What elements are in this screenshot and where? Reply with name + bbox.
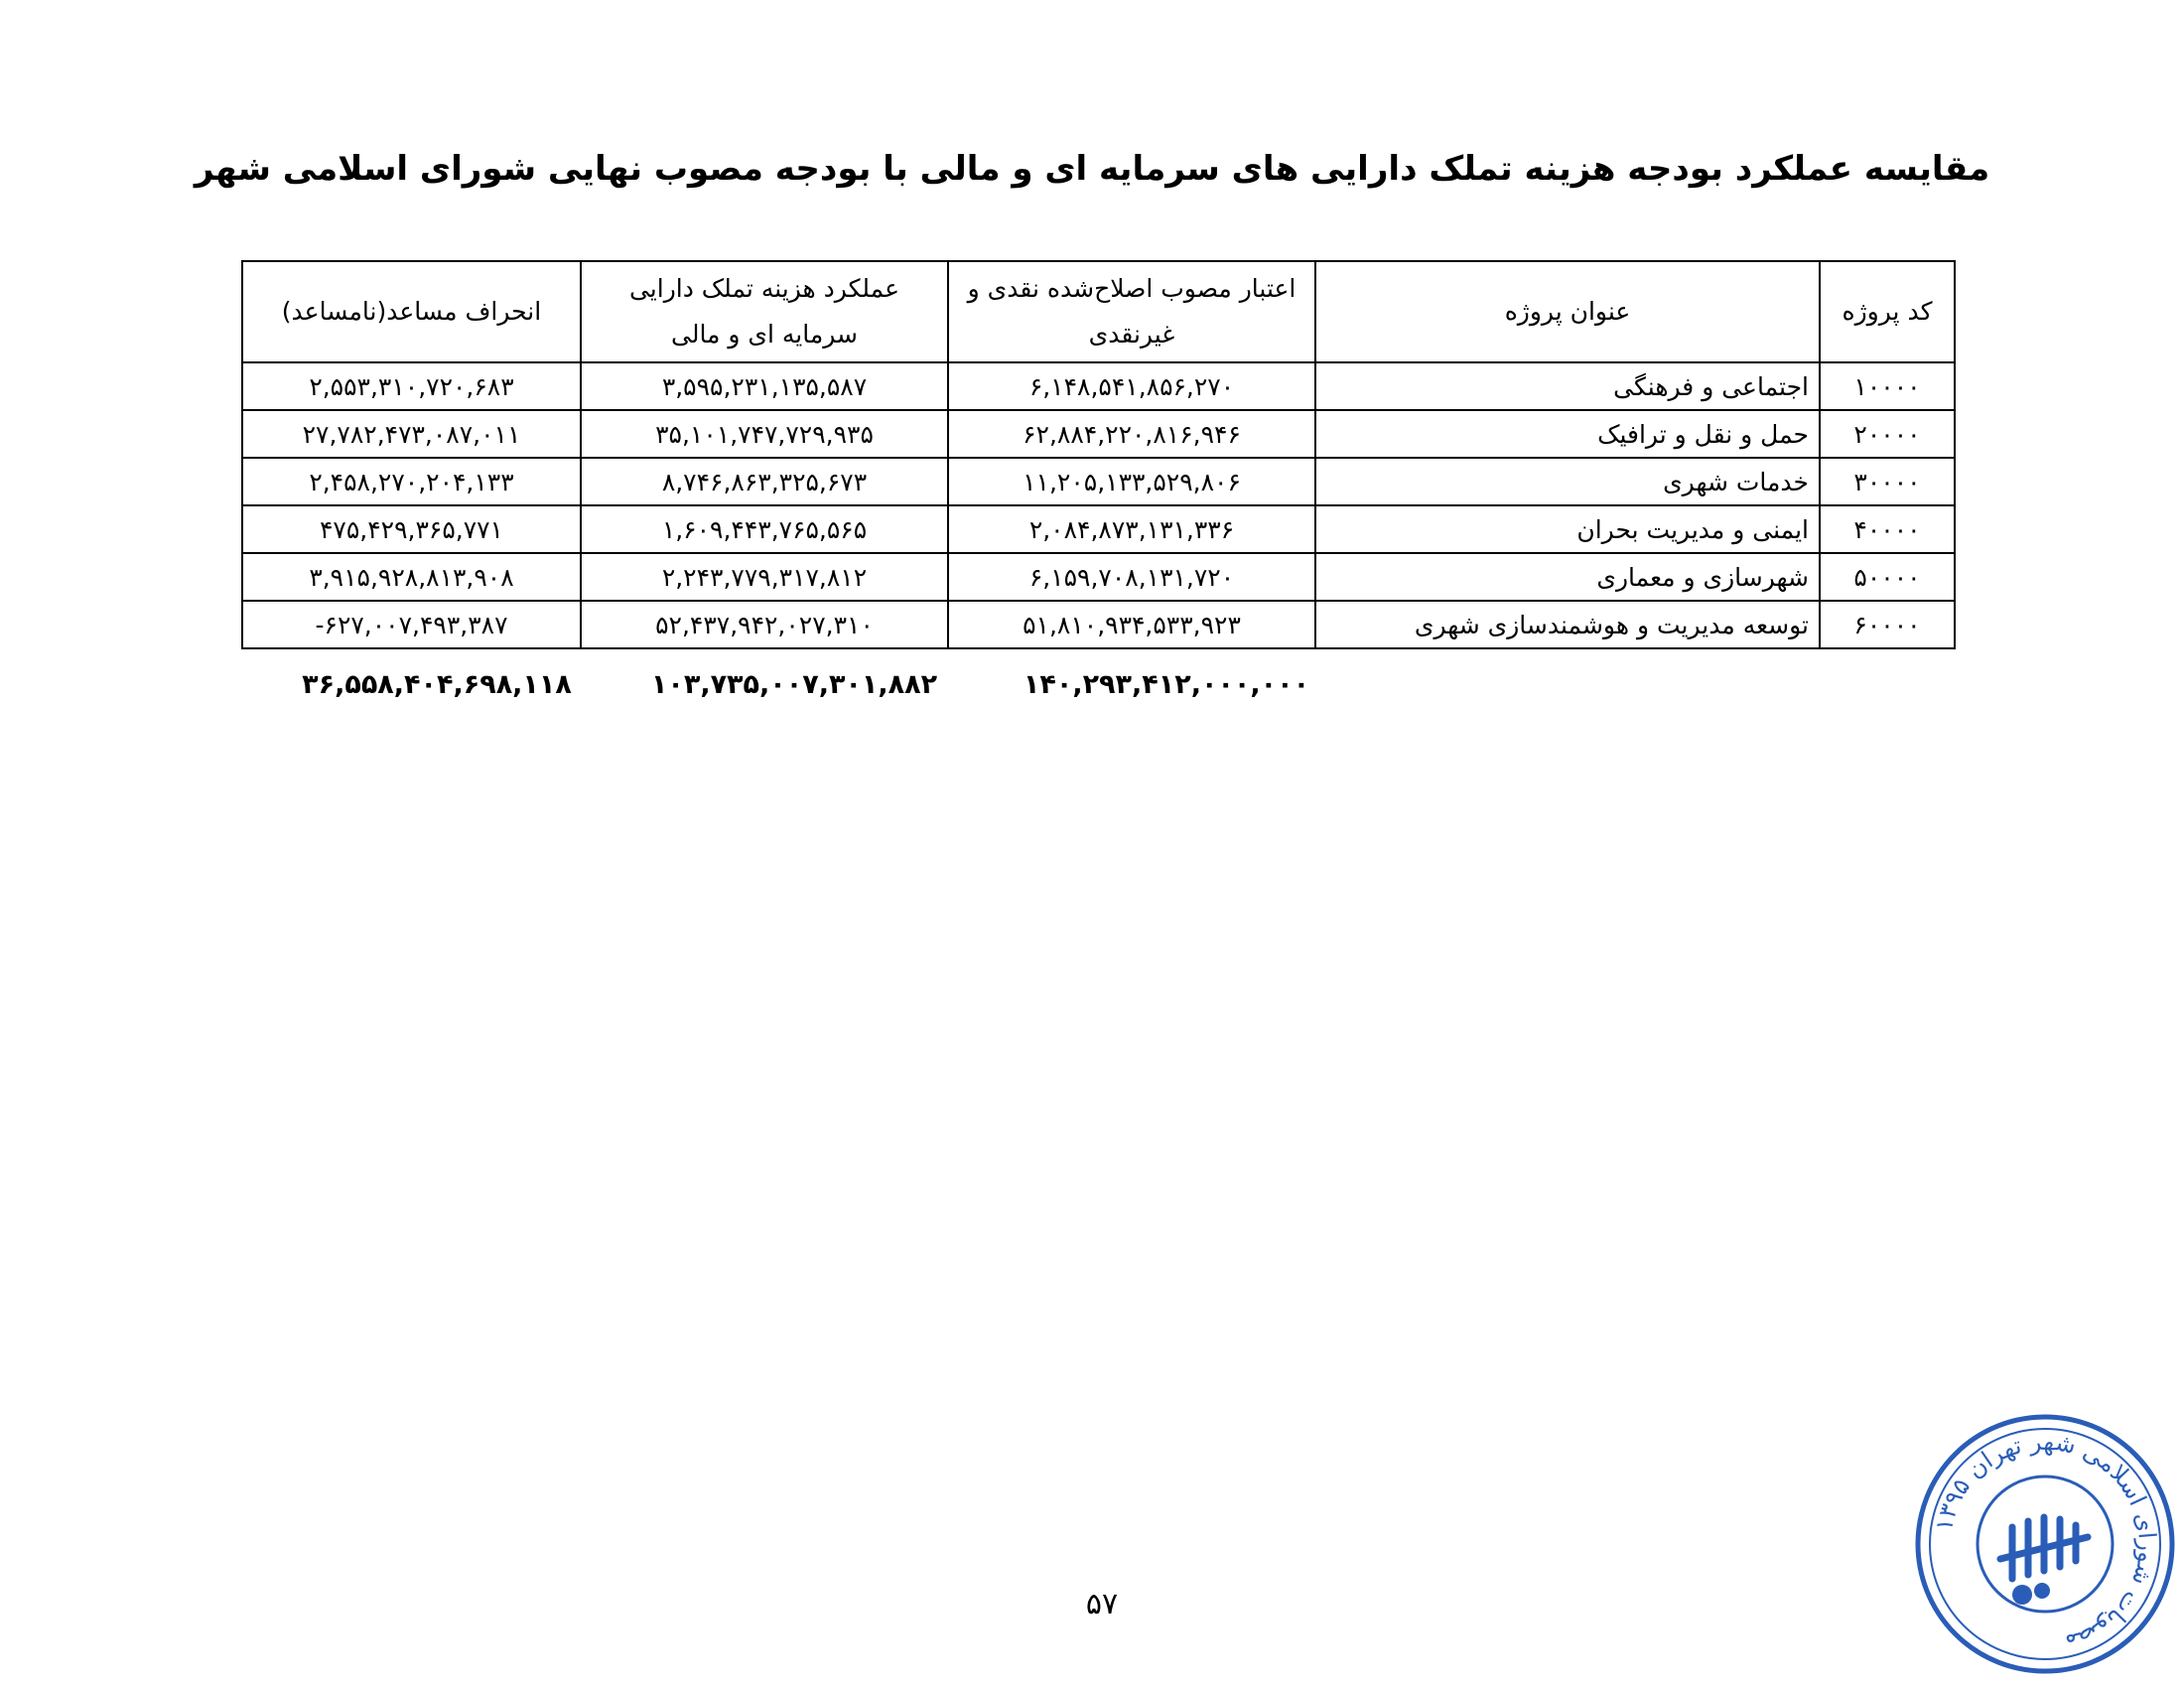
header-approved-credit: اعتبار مصوب اصلاح‌شده نقدی و غیرنقدی bbox=[948, 261, 1315, 362]
approved-credit-cell: ۶,۱۵۹,۷۰۸,۱۳۱,۷۲۰ bbox=[948, 553, 1315, 601]
project-title-cell: ایمنی و مدیریت بحران bbox=[1315, 505, 1820, 553]
code-cell: ۴۰۰۰۰ bbox=[1820, 505, 1955, 553]
project-title-cell: حمل و نقل و ترافیک bbox=[1315, 410, 1820, 458]
code-cell: ۲۰۰۰۰ bbox=[1820, 410, 1955, 458]
table-row bbox=[242, 362, 1955, 410]
total-performance: ۱۰۳,۷۳۵,۰۰۷,۳۰۱,۸۸۲ bbox=[650, 669, 938, 700]
table-row bbox=[242, 410, 1955, 458]
table-row bbox=[242, 601, 1955, 648]
header-performance: عملکرد هزینه تملک دارایی سرمایه ای و مالی bbox=[581, 261, 948, 362]
code-cell: ۵۰۰۰۰ bbox=[1820, 553, 1955, 601]
performance-cell: ۲,۲۴۳,۷۷۹,۳۱۷,۸۱۲ bbox=[581, 553, 948, 601]
performance-cell: ۱,۶۰۹,۴۴۳,۷۶۵,۵۶۵ bbox=[581, 505, 948, 553]
code-cell: ۳۰۰۰۰ bbox=[1820, 458, 1955, 505]
approved-credit-cell: ۵۱,۸۱۰,۹۳۴,۵۳۳,۹۲۳ bbox=[948, 601, 1315, 648]
council-seal-stamp bbox=[1911, 1410, 2179, 1678]
table-row bbox=[242, 553, 1955, 601]
deviation-cell: ۳,۹۱۵,۹۲۸,۸۱۳,۹۰۸ bbox=[242, 553, 581, 601]
header-project-title: عنوان پروژه bbox=[1315, 261, 1820, 362]
project-title-cell: اجتماعی و فرهنگی bbox=[1315, 362, 1820, 410]
header-deviation: انحراف مساعد(نامساعد) bbox=[242, 261, 581, 362]
project-title-cell: خدمات شهری bbox=[1315, 458, 1820, 505]
performance-cell: ۳۵,۱۰۱,۷۴۷,۷۲۹,۹۳۵ bbox=[581, 410, 948, 458]
approved-credit-cell: ۶۲,۸۸۴,۲۲۰,۸۱۶,۹۴۶ bbox=[948, 410, 1315, 458]
code-cell: ۱۰۰۰۰ bbox=[1820, 362, 1955, 410]
table-header-row bbox=[242, 261, 1955, 362]
total-approved-credit: ۱۴۰,۲۹۳,۴۱۲,۰۰۰,۰۰۰ bbox=[1023, 669, 1310, 700]
header-code: کد پروژه bbox=[1820, 261, 1955, 362]
page-number: ۵۷ bbox=[1085, 1587, 1119, 1621]
approved-credit-cell: ۶,۱۴۸,۵۴۱,۸۵۶,۲۷۰ bbox=[948, 362, 1315, 410]
code-cell: ۶۰۰۰۰ bbox=[1820, 601, 1955, 648]
deviation-cell: ۲,۴۵۸,۲۷۰,۲۰۴,۱۳۳ bbox=[242, 458, 581, 505]
table-row bbox=[242, 458, 1955, 505]
performance-cell: ۵۲,۴۳۷,۹۴۲,۰۲۷,۳۱۰ bbox=[581, 601, 948, 648]
approved-credit-cell: ۲,۰۸۴,۸۷۳,۱۳۱,۳۳۶ bbox=[948, 505, 1315, 553]
approved-credit-cell: ۱۱,۲۰۵,۱۳۳,۵۲۹,۸۰۶ bbox=[948, 458, 1315, 505]
svg-text:مصوبات شورای اسلامی شهر تهران: مصوبات شورای اسلامی شهر تهران ۱۳۹۵ bbox=[1929, 1427, 2162, 1658]
budget-table-wrapper bbox=[241, 260, 1954, 649]
deviation-cell: ۲۷,۷۸۲,۴۷۳,۰۸۷,۰۱۱ bbox=[242, 410, 581, 458]
performance-cell: ۳,۵۹۵,۲۳۱,۱۳۵,۵۸۷ bbox=[581, 362, 948, 410]
deviation-cell: -۶۲۷,۰۰۷,۴۹۳,۳۸۷ bbox=[242, 601, 581, 648]
deviation-cell: ۲,۵۵۳,۳۱۰,۷۲۰,۶۸۳ bbox=[242, 362, 581, 410]
budget-comparison-table bbox=[241, 260, 1956, 649]
page-title: مقایسه عملکرد بودجه هزینه تملک دارایی های سرمایه ای و مالی با بودجه مصوب نهایی شورای اسلامی شهر bbox=[194, 149, 1990, 189]
table-row bbox=[242, 505, 1955, 553]
total-deviation: ۳۶,۵۵۸,۴۰۴,۶۹۸,۱۱۸ bbox=[302, 669, 572, 700]
deviation-cell: ۴۷۵,۴۲۹,۳۶۵,۷۷۱ bbox=[242, 505, 581, 553]
project-title-cell: توسعه مدیریت و هوشمندسازی شهری bbox=[1315, 601, 1820, 648]
project-title-cell: شهرسازی و معماری bbox=[1315, 553, 1820, 601]
performance-cell: ۸,۷۴۶,۸۶۳,۳۲۵,۶۷۳ bbox=[581, 458, 948, 505]
